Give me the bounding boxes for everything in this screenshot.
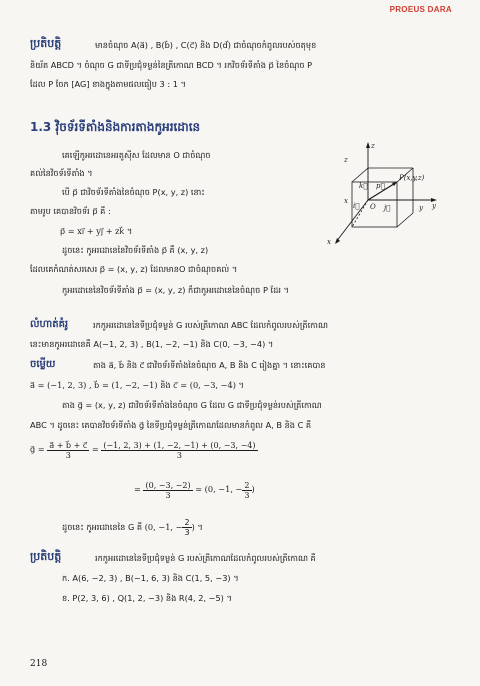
exercise-text-line: និយ័ត ABCD ។ ចំណុច G ជាទីប្រជុំទម្ងន់នៃត្រីកោណ BCD ។ រកវិចទ័រទីតាំង p⃗ នៃចំណុច P (30, 60, 313, 70)
eq-sign: = (91, 444, 99, 454)
exercise-item: ក. A(6, −2, 3) , B(−1, 6, 3) និង C(1, 5, −3) ។ (62, 573, 239, 583)
fraction: $\frac{(-1, 2, 3) + (1, -2, -1) + (0, -3, -4)}{3}$ (103, 440, 256, 460)
figure-label: z (371, 142, 375, 150)
exercise-text-line: មានចំណុច A(a⃗) , B(b⃗) , C(c⃗) និង D(d⃗) ជាចំណុចកំពូលរបស់ចតុមុខ (95, 40, 317, 50)
figure-label: O (370, 203, 376, 211)
centroid-equation-result (134, 478, 255, 500)
vector-formula: p⃗ = xi⃗ + yj⃗ + zk⃗ ។ (60, 226, 133, 236)
fraction: $\frac{(0, -3, -2)}{3}$ (145, 480, 191, 500)
figure-label: k⃗ (359, 182, 368, 190)
body-line: គល់នៃវិចទ័រទីតាំង ។ (30, 168, 93, 178)
coord-close: ) (251, 484, 255, 494)
body-line: កូអរដោនេនៃវិចទ័រទីតាំង p⃗ = (x, y, z) ក៏ជាកូអរដោនេនៃចំណុច P ដែរ ។ (62, 285, 289, 295)
exercise-label: ប្រតិបត្តិ (30, 37, 62, 50)
centroid-equation (30, 438, 258, 460)
figure-label: p⃗ (376, 182, 385, 190)
figure-label: y (432, 202, 436, 210)
fraction: $\frac{a⃗ + b⃗ + c⃗}{3}$ (49, 440, 88, 460)
exercise-text-line: រកកូអរដោនេនៃទីប្រជុំទម្ងន់ G របស់ត្រីកោណដែលកំពូលរបស់ត្រីកោណ គឺ (95, 553, 316, 563)
example-text-line: រកកូអរដោនេនៃទីប្រជុំទម្ងន់ G របស់ត្រីកោណ ABC ដែលកំពូលរបស់ត្រីកោណ (93, 320, 328, 330)
solution-text-line: a⃗ = (−1, 2, 3) , b⃗ = (1, −2, −1) និង c⃗ = (0, −3, −4) ។ (30, 380, 244, 390)
figure-label: x (327, 238, 331, 246)
figure-label: y (419, 204, 423, 212)
solution-text-line: តាង a⃗, b⃗ និង c⃗ ជាវិចទ័រទីតាំងនៃចំណុច A, B និង C រៀងគ្នា ។ នោះគេបាន (93, 360, 326, 370)
exercise-item: ខ. P(2, 3, 6) , Q(1, 2, −3) និង R(4, 2, −5) ។ (62, 593, 232, 603)
eq-sign: = (195, 484, 203, 494)
page-number: 218 (30, 659, 48, 669)
body-line: ដូចនេះ កូអរដោនេនៃវិចទ័រទីតាំង p⃗ គឺ (x, y, z) (62, 245, 209, 255)
coordinate-cube-figure (322, 140, 440, 252)
exercise-label: ប្រតិបត្តិ (30, 550, 62, 563)
eq-sign: = (134, 484, 141, 494)
figure-label: P(x,y,z) (399, 174, 425, 182)
solution-text-line: ABC ។ ដូចនេះ គេបានវិចទ័រទីតាំង g⃗ នៃទីប្រជុំទម្ងន់ត្រីកោណដែលមានកំពូល A, B និង C គឺ (30, 420, 312, 430)
body-line: បើ p⃗ ជាវិចទ័រទីតាំងនៃចំណុច P(x, y, z) នោះ (62, 187, 205, 197)
figure-label: z (344, 156, 348, 164)
body-line: តាមរូប គេបានវិចទ័រ p⃗ គឺ : (30, 206, 111, 216)
coord-open: (0, −1, − (204, 484, 243, 494)
figure-label: i⃗ (353, 202, 360, 210)
eq-lhs: g⃗ = (30, 444, 45, 454)
body-line: ដែលគេកំណត់សរសេរ p⃗ = (x, y, z) ដែលមានO ជាចំណុចគល់ ។ (30, 264, 238, 274)
body-line: គេឡើកូអរដោនេអរតូសុីស ដែលមាន O ជាចំណុច (62, 150, 211, 160)
example-text-line: នេះមានកូអរដោនេគឺ A(−1, 2, 3) , B(1, −2, −1) និង C(0, −3, −4) ។ (30, 339, 274, 349)
figure-label: x (344, 197, 348, 205)
conclusion-line: ដូចនេះ កូអរដោនេនៃ G គឺ (0, −1, − $\frac{2}{3}$ ) ។ (62, 518, 203, 537)
section-title: 1.3 វ៉ិចទ័រទីតាំងនិងការតាងកូអរដោនេ (30, 120, 201, 134)
fraction: $\frac{2}{3}$ (244, 480, 250, 500)
running-header: PROEUS DARA (389, 5, 452, 14)
fraction: $\frac{2}{3}$ (184, 518, 190, 537)
figure-label: j⃗ (384, 204, 391, 212)
exercise-text-line: ដែល P ចែក [AG] ខាងក្នុងតាមផលធៀប 3 : 1 ។ (30, 79, 186, 89)
solution-text-line: តាង g⃗ = (x, y, z) ជាវិចទ័រទីតាំងនៃចំណុច G ដែល G ជាទីប្រជុំទម្ងន់របស់ត្រីកោណ (62, 400, 322, 410)
example-label: លំហាត់គំរូ (30, 319, 69, 330)
solution-label: ចម្លើយ (30, 359, 56, 370)
